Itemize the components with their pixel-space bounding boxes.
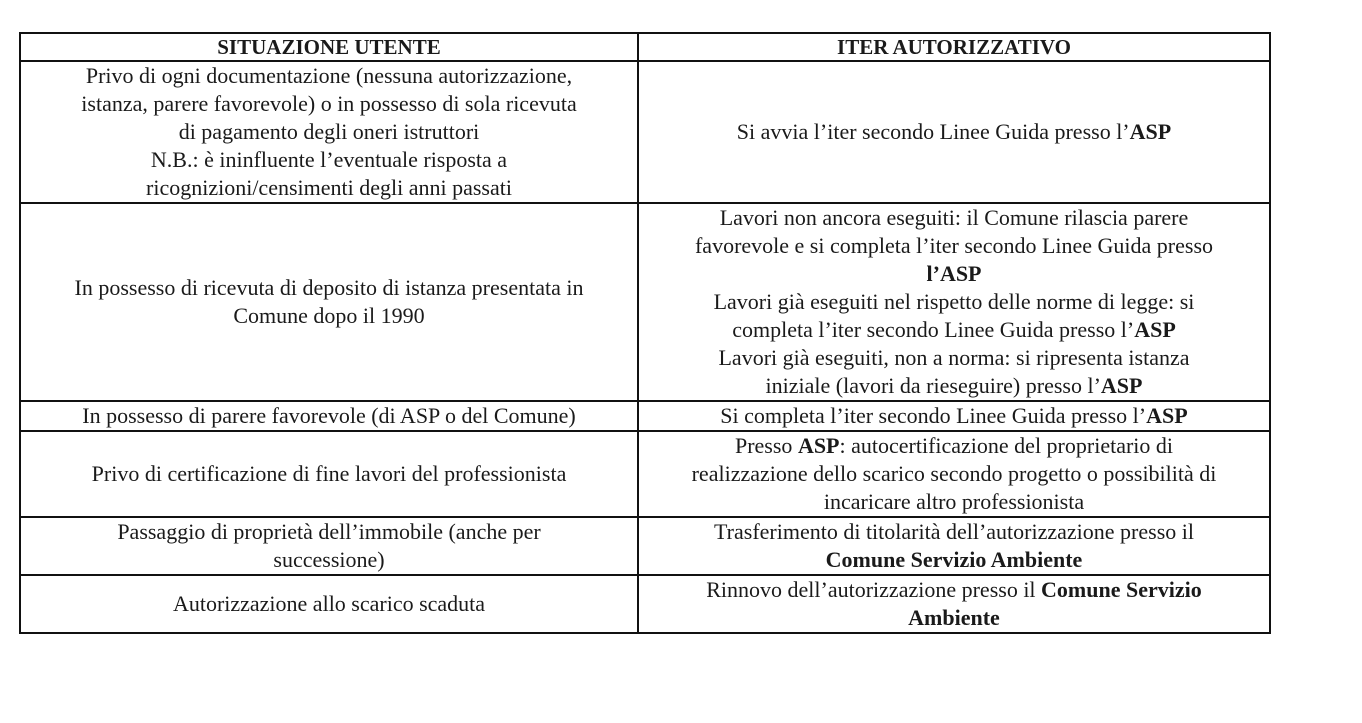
- table-row: [20, 517, 1270, 575]
- iter-text: [645, 576, 1263, 604]
- iter-text: [645, 372, 1263, 400]
- iter-text: [645, 260, 1263, 288]
- situazione-cell: [20, 517, 638, 575]
- iter-text: favorevole e si completa l’iter secondo Linee Guida presso: [694, 233, 1214, 258]
- table-header-row: [20, 33, 1270, 61]
- situazione-text: Passaggio di proprietà dell’immobile (anche per: [117, 519, 541, 544]
- iter-cell: [638, 203, 1270, 401]
- iter-text-part: Si avvia l’iter secondo Linee Guida presso l’: [736, 119, 1130, 144]
- situazione-cell: [20, 575, 638, 633]
- table-row: [20, 61, 1270, 203]
- situazione-text: Privo di ogni documentazione (nessuna autorizzazione,: [85, 63, 573, 88]
- iter-bold-text: Ambiente: [908, 605, 1000, 630]
- iter-bold-text: ASP: [1100, 373, 1143, 398]
- iter-text: Trasferimento di titolarità dell’autorizzazione presso il: [714, 519, 1194, 544]
- situazione-cell: [20, 61, 638, 203]
- iter-text-part: Si completa l’iter secondo Linee Guida presso l’: [720, 403, 1147, 428]
- iter-text-part: : autocertificazione del proprietario di: [839, 433, 1174, 458]
- iter-text: [645, 402, 1263, 430]
- situazione-cell: [20, 203, 638, 401]
- header-situazione-utente: SITUAZIONE UTENTE: [20, 33, 638, 61]
- iter-cell: [638, 575, 1270, 633]
- iter-cell: [638, 61, 1270, 203]
- situazione-text: successione): [273, 547, 385, 572]
- situazione-text: Privo di certificazione di fine lavori del professionista: [91, 461, 567, 486]
- iter-bold-text: ASP: [1129, 119, 1172, 144]
- iter-text: realizzazione dello scarico secondo progetto o possibilità di: [691, 461, 1217, 486]
- iter-text-part: Presso: [734, 433, 798, 458]
- iter-text-part: Rinnovo dell’autorizzazione presso il: [706, 577, 1042, 602]
- iter-bold-text: ASP: [797, 433, 840, 458]
- table-row: [20, 401, 1270, 431]
- iter-cell: [638, 431, 1270, 517]
- iter-text: [645, 546, 1263, 574]
- situazione-text: In possesso di ricevuta di deposito di istanza presentata in: [74, 275, 584, 300]
- iter-text: Lavori non ancora eseguiti: il Comune rilascia parere: [719, 205, 1189, 230]
- iter-text-part: completa l’iter secondo Linee Guida presso l’: [732, 317, 1135, 342]
- iter-bold-text: Comune Servizio Ambiente: [825, 547, 1083, 572]
- header-iter-autorizzativo: ITER AUTORIZZATIVO: [638, 33, 1270, 61]
- iter-text: [645, 316, 1263, 344]
- situazione-text: Comune dopo il 1990: [233, 303, 425, 328]
- table-row: [20, 575, 1270, 633]
- situazione-cell: [20, 431, 638, 517]
- iter-text: [645, 118, 1263, 146]
- iter-text: Lavori già eseguiti nel rispetto delle norme di legge: si: [713, 289, 1195, 314]
- iter-cell: [638, 401, 1270, 431]
- iter-text: [645, 432, 1263, 460]
- iter-text: Lavori già eseguiti, non a norma: si ripresenta istanza: [718, 345, 1190, 370]
- iter-text: incaricare altro professionista: [823, 489, 1085, 514]
- iter-bold-text: ASP: [1134, 317, 1176, 342]
- iter-bold-text: l’ASP: [926, 261, 982, 286]
- table-row: [20, 203, 1270, 401]
- table-row: [20, 431, 1270, 517]
- situazione-text: In possesso di parere favorevole (di ASP o del Comune): [82, 403, 576, 428]
- situazione-cell: [20, 401, 638, 431]
- situazione-text: istanza, parere favorevole) o in possesso di sola ricevuta: [81, 91, 577, 116]
- situazione-note: ricognizioni/censimenti degli anni passati: [146, 175, 512, 200]
- situazione-text: di pagamento degli oneri istruttori: [178, 119, 480, 144]
- iter-bold-text: Comune Servizio: [1041, 577, 1202, 602]
- situazione-note: N.B.: è ininfluente l’eventuale risposta a: [150, 147, 508, 172]
- iter-cell: [638, 517, 1270, 575]
- authorization-table: [19, 32, 1271, 634]
- iter-bold-text: ASP: [1146, 403, 1188, 428]
- iter-text: [645, 604, 1263, 632]
- situazione-text: Autorizzazione allo scarico scaduta: [172, 591, 486, 616]
- iter-text-part: iniziale (lavori da rieseguire) presso l’: [765, 373, 1101, 398]
